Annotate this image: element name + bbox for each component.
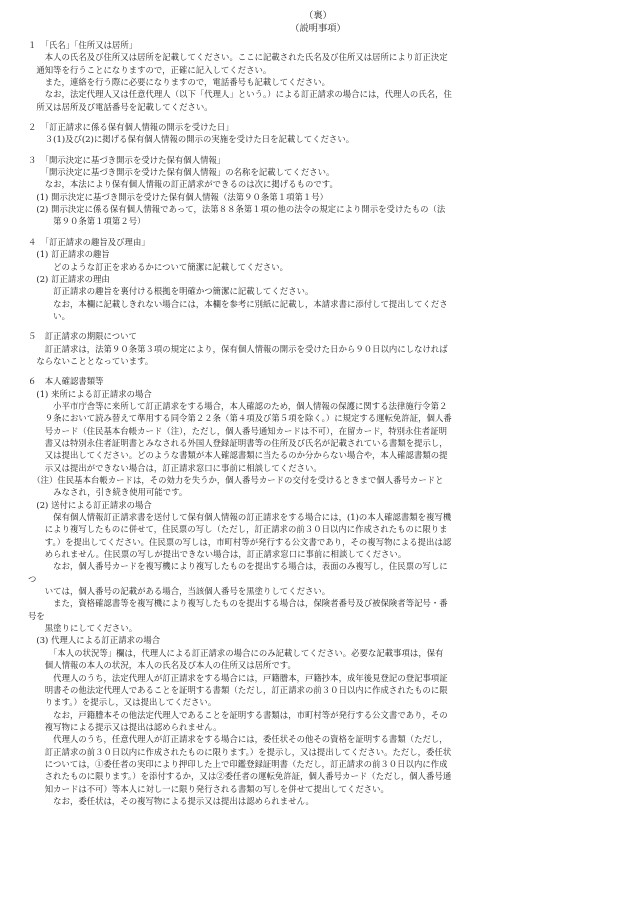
section-text-line: (2) 訂正請求の理由 (28, 273, 110, 284)
section-text-line: 保有個人情報訂正請求書を送付して保有個人情報の訂正請求をする場合には，(1)の本人確認書類を複写機 (28, 512, 452, 523)
section-text-line: つ (28, 573, 37, 584)
section-text-line: 第９０条第１項第２号） (28, 216, 146, 227)
section-text-line: 「本人の状況等」欄は，代理人による訂正請求の場合にのみ記載してください。必要な記載事項は，保有 (28, 647, 444, 658)
section-1 (28, 39, 608, 113)
section-gap (28, 146, 608, 154)
section-heading: １ 「氏名」「住所又は居所」 (28, 40, 138, 50)
section-text-line: 代理人のうち，任意代理人が訂正請求をする場合には，委任状その他その資格を証明する書類（ただし， (28, 734, 448, 745)
section-gap (28, 322, 608, 330)
section-text-line: （注）住民基本台帳カードは，その効力を失うか，個人番号カードの交付を受けるときまで個人番号カードと (28, 475, 444, 485)
section-text-line: (2) 送付による訂正請求の場合 (28, 499, 152, 510)
section-text-line: なお，個人番号カードを複写機により複写したものを提出する場合は，表面のみ複写し，住民票の写しに (28, 561, 448, 572)
section-gap (28, 113, 608, 121)
section-text-line: 訂正請求の前３０日以内に作成されたものに限ります。）を提示し，又は提出してください。ただし，委任状 (28, 746, 452, 757)
section-text-line: (2) 開示決定に係る保有個人情報であって，法第８８条第１項の他の法令の規定により開示を受けたもの（法 (28, 204, 446, 215)
section-text-line: なお，委任状は，その複写物による提示又は提出は認められません。 (28, 795, 314, 806)
section-text-line: ります。）を提示し，又は提出してください。 (28, 697, 217, 708)
section-text-line: 号を (28, 610, 45, 621)
section-text-line: 又は提出してください。どのような書類が本人確認書類に当たるのか分からない場合や，本人確認書類の提 (28, 450, 448, 461)
section-text-line: められません。住民票の写しが提出できない場合は，訂正請求窓口に事前に相談してください。 (28, 549, 407, 560)
section-text-line: 代理人のうち，法定代理人が訂正請求をする場合には，戸籍謄本，戸籍抄本，成年後見登記の登記事項証 (28, 672, 448, 683)
section-text-line: 個人情報の本人の状況，本人の氏名及び本人の住所又は居所です。 (28, 660, 296, 671)
section-text-line: ３(1)及び(2)に掲げる保有個人情報の開示の実施を受けた日を記載してください。 (28, 134, 355, 145)
section-text-line: なお，戸籍謄本その他法定代理人であることを証明する書類は，市町村等が発行する公文書であり，その (28, 709, 448, 720)
section-text-line: (1) 開示決定に基づき開示を受けた保有個人情報（法第９０条第１項第１号） (28, 191, 329, 202)
page-title: （説明事項） (290, 23, 346, 34)
section-gap (28, 228, 608, 236)
section-heading: ３ 「開示決定に基づき開示を受けた保有個人情報」 (28, 154, 226, 165)
section-text-line: また，資格確認書等を複写機により複写したものを提出する場合は，保険者番号及び被保険者等記号・番 (28, 598, 448, 609)
section-text-line: 示又は提出ができない場合は，訂正請求窓口に事前に相談してください。 (28, 462, 322, 473)
section-text-line: (1) 訂正請求の趣旨 (28, 249, 110, 260)
section-text-line: す。）を提出してください。住民票の写しは，市町村等が発行する公文書であり，その複写物による提出は認 (28, 536, 452, 547)
section-text-line: (3) 代理人による訂正請求の場合 (28, 635, 161, 646)
section-text-line: 通知等を行うことになりますので，正確に記入してください。 (28, 64, 272, 75)
section-text-line: なお，本法により保有個人情報の訂正請求ができるのは次に掲げるものです。 (28, 179, 338, 190)
section-text-line: 知カードは不可）等本人に対し一に限り発行される書類の写しを併せて提出してください。 (28, 783, 389, 794)
section-heading: ６ 本人確認書類等 (28, 376, 104, 387)
section-text-line: 本人の氏名及び住所又は居所を記載してください。ここに記載された氏名及び住所又は居所により訂正決定 (28, 52, 448, 63)
section-text-line: みなされ，引き続き使用可能です。 (28, 487, 188, 498)
section-text-line: については，①委任者の実印により押印した上で印鑑登録証明書（ただし，訂正請求の前３０日以内に作成 (28, 758, 448, 769)
section-text-line: されたものに限ります。）を添付するか，又は②委任者の運転免許証，個人番号カード（ただし，個人番号通 (28, 771, 452, 782)
section-text-line: 書又は特別永住者証明書とみなされる外国人登録証明書等の住所及び氏名が記載されている書類を提示し， (28, 437, 448, 448)
section-5 (28, 330, 608, 367)
section-text-line: どのような訂正を求めるかについて簡潔に記載してください。 (28, 261, 289, 272)
section-4 (28, 236, 608, 322)
section-2 (28, 121, 608, 146)
page-side-label: （裏） (304, 10, 332, 21)
section-text-line: 黒塗りにしてください。 (28, 623, 138, 634)
section-text-line: により複写したものに併せて，住民票の写し（ただし，訂正請求の前３０日以内に作成されたものに限りま (28, 524, 448, 535)
section-text-line: (1) 来所による訂正請求の場合 (28, 388, 152, 399)
section-heading: ５ 訂正請求の期限について (28, 331, 137, 342)
section-text-line: なお，法定代理人又は任意代理人（以下「代理人」という。）による訂正請求の場合には，代理人の氏名，住 (28, 89, 452, 100)
section-text-line: 複写物による提示又は提出は認められません。 (28, 721, 222, 732)
section-text-line: また，連絡を行う際に必要になりますので，電話番号も記載してください。 (28, 77, 331, 88)
section-text-line: い。 (28, 310, 70, 321)
section-text-line: 「開示決定に基づき開示を受けた保有個人情報」の名称を記載してください。 (28, 167, 335, 178)
section-text-line: 小平市庁舎等に来所して訂正請求をする場合，本人確認のため，個人情報の保護に関する法律施行令第２ (28, 400, 448, 411)
section-text-line: 明書その他法定代理人であることを証明する書類（ただし，訂正請求の前３０日以内に作成されたものに限 (28, 684, 448, 695)
section-text-line: 所又は居所及び電話番号を記載してください。 (28, 101, 213, 112)
section-heading: ２ 「訂正請求に係る保有個人情報の開示を受けた日」 (28, 122, 234, 133)
section-text-line: なお，本欄に記載しきれない場合には，本欄を参考に別紙に記載し，本請求書に添付して提出してくださ (28, 298, 448, 309)
section-gap (28, 367, 608, 375)
section-text-line: 号カード（住民基本台帳カード（注），ただし，個人番号通知カードは不可），在留カード，特別永住者証明 (28, 425, 447, 436)
explanation-sections (28, 39, 608, 807)
section-text-line: ならないこととなっています。 (28, 355, 154, 366)
section-text-line: ９条において読み替えて準用する同令第２２条（第４項及び第５項を除く。）に規定する運転免許証，個人番 (28, 413, 452, 424)
section-heading: ４ 「訂正請求の趣旨及び理由」 (28, 236, 150, 247)
section-text-line: 訂正請求の趣旨を裏付ける根拠を明確かつ簡潔に記載してください。 (28, 286, 314, 297)
section-3 (28, 154, 608, 228)
section-6 (28, 375, 608, 807)
section-text-line: いては，個人番号の記載がある場合，当該個人番号を黒塗りしてください。 (28, 586, 331, 597)
section-text-line: 訂正請求は，法第９０条第３項の規定により，保有個人情報の開示を受けた日から９０日以内にしなければ (28, 343, 448, 354)
